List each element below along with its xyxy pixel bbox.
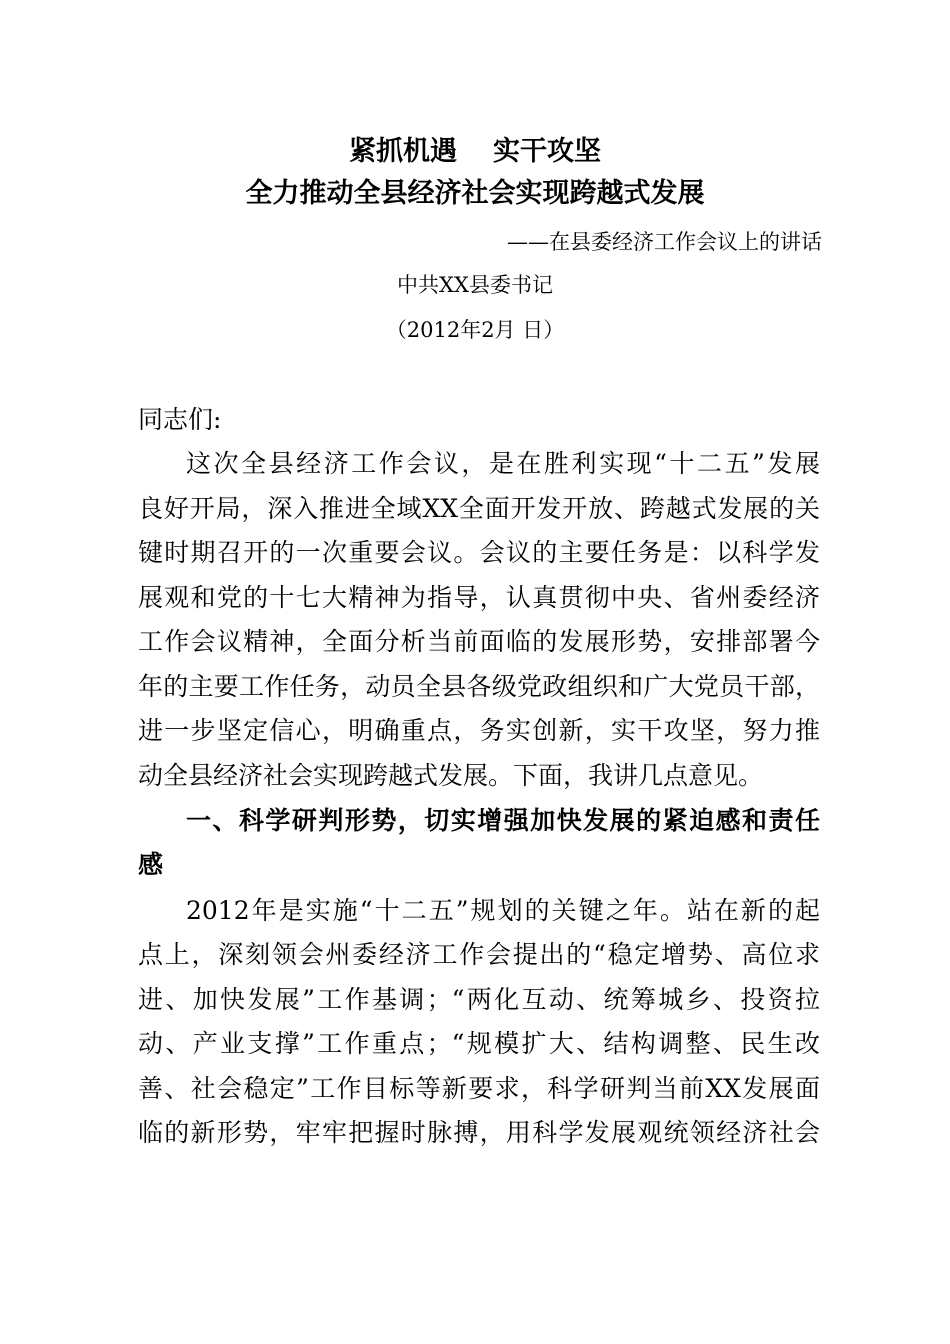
paragraph-2-line: 善、社会稳定”工作目标等新要求，科学研判当前XX发展面 (138, 1074, 820, 1103)
title-part-2: 实干攻坚 (493, 136, 601, 167)
paragraph-2-line: 2012年是实施“十二五”规划的关键之年。站在新的起 (186, 896, 820, 925)
section-1-heading-line: 感 (138, 850, 164, 879)
paragraph-1-line: 进一步坚定信心，明确重点，务实创新，实干攻坚，努力推 (138, 716, 820, 745)
paragraph-1-line: 动全县经济社会实现跨越式发展。下面，我讲几点意见。 (138, 761, 764, 790)
document-date: （2012年2月 日） (385, 318, 565, 342)
paragraph-2-line: 进、加快发展”工作基调；“两化互动、统筹城乡、投资拉 (138, 985, 820, 1014)
paragraph-1-line: 展观和党的十七大精神为指导，认真贯彻中央、省州委经济 (138, 583, 820, 612)
section-1-heading-line: 一、科学研判形势，切实增强加快发展的紧迫感和责任 (186, 806, 820, 835)
title-part-1: 紧抓机遇 (349, 136, 457, 167)
document-title-line-2: 全力推动全县经济社会实现跨越式发展 (245, 178, 705, 209)
paragraph-1-line: 良好开局，深入推进全域XX全面开发开放、跨越式发展的关 (138, 494, 820, 523)
paragraph-2-line: 动、产业支撑”工作重点；“规模扩大、结构调整、民生改 (138, 1029, 820, 1058)
paragraph-2-line: 临的新形势，牢牢把握时脉搏，用科学发展观统领经济社会 (138, 1118, 820, 1147)
salutation: 同志们: (138, 405, 222, 434)
paragraph-2-line: 点上，深刻领会州委经济工作会提出的“稳定增势、高位求 (138, 940, 820, 969)
paragraph-1-line: 工作会议精神，全面分析当前面临的发展形势，安排部署今 (138, 627, 820, 656)
paragraph-1-line: 这次全县经济工作会议，是在胜利实现“十二五”发展 (186, 449, 820, 478)
document-title-line-1 (0, 134, 950, 170)
document-subtitle: ——在县委经济工作会议上的讲话 (507, 230, 822, 254)
paragraph-1-line: 年的主要工作任务，动员全县各级党政组织和广大党员干部， (138, 672, 820, 701)
paragraph-1-line: 键时期召开的一次重要会议。会议的主要任务是：以科学发 (138, 538, 820, 567)
document-author: 中共XX县委书记 (397, 273, 553, 297)
